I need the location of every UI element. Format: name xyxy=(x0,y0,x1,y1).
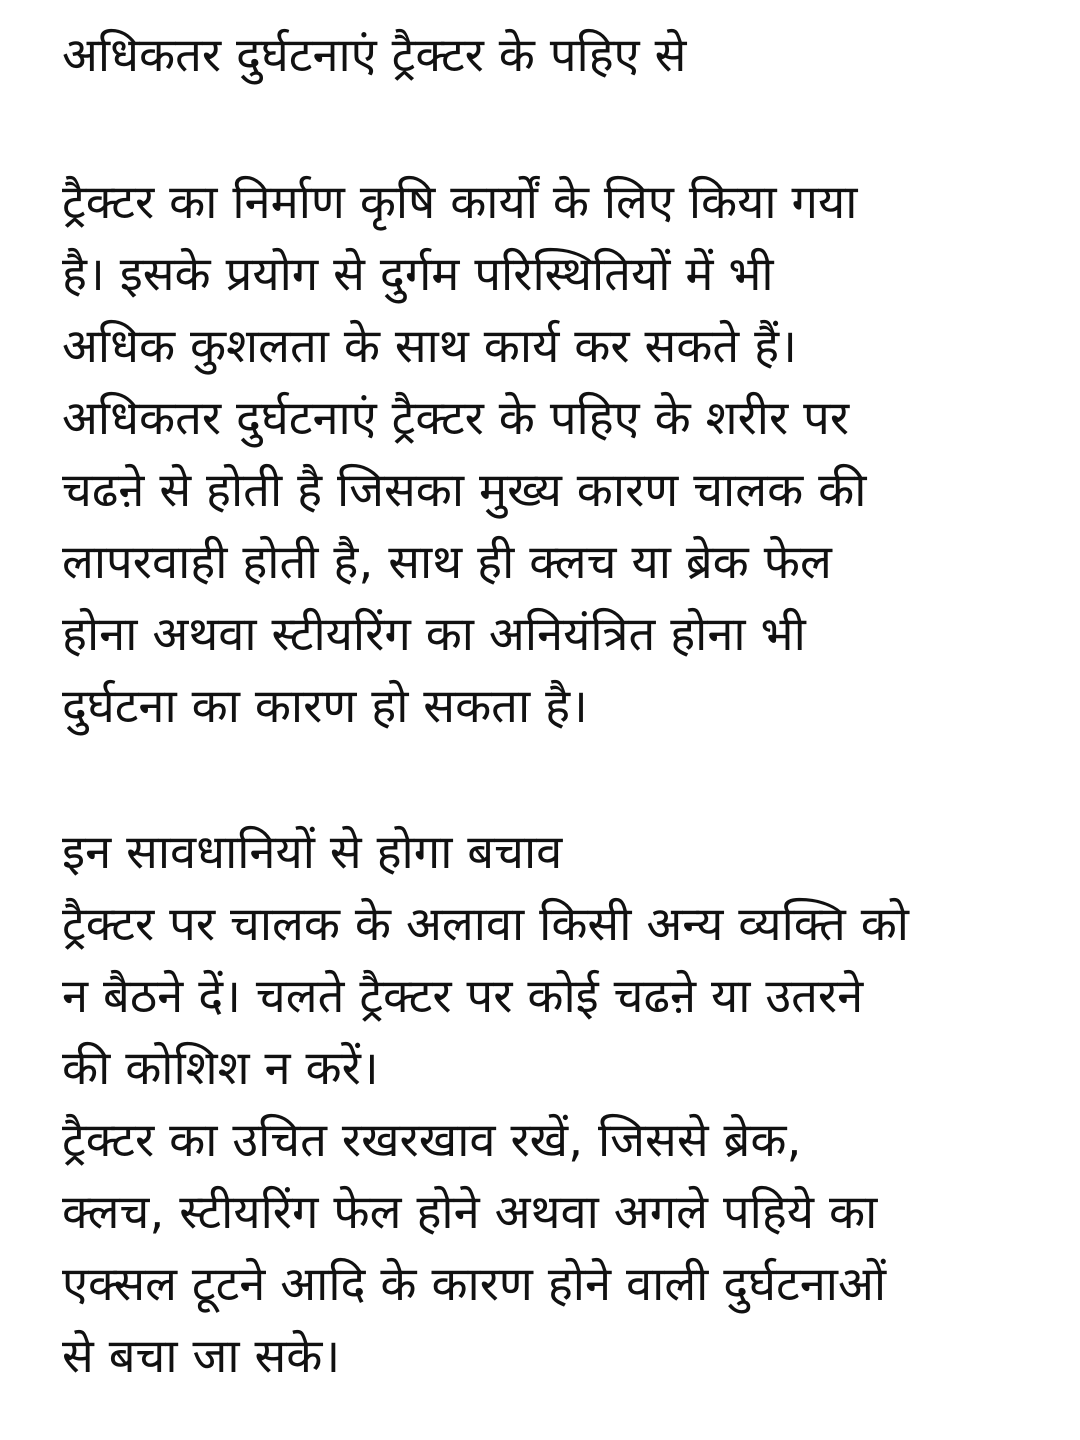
paragraph-line: चढऩे से होती है जिसका मुख्य कारण चालक की xyxy=(62,463,867,518)
paragraph-line: ट्रैक्टर का निर्माण कृषि कार्यों के लिए किया गया xyxy=(62,175,858,230)
paragraph-line: से बचा जा सके। xyxy=(62,1329,341,1384)
paragraph-line: अधिक कुशलता के साथ कार्य कर सकते हैं। xyxy=(62,319,797,374)
paragraph-line: लापरवाही होती है, साथ ही क्लच या ब्रेक फेल xyxy=(62,535,832,590)
paragraph-line: ट्रैक्टर का उचित रखरखाव रखें, जिससे ब्रेक, xyxy=(62,1113,802,1168)
paragraph-line: है। इसके प्रयोग से दुर्गम परिस्थितियों में भी xyxy=(62,247,774,302)
section-heading: अधिकतर दुर्घटनाएं ट्रैक्टर के पहिए से xyxy=(62,28,687,83)
paragraph-line: दुर्घटना का कारण हो सकता है। xyxy=(62,679,588,734)
paragraph-line: ट्रैक्टर पर चालक के अलावा किसी अन्य व्यक्ति को xyxy=(62,897,909,952)
section-heading: इन सावधानियों से होगा बचाव xyxy=(62,825,563,880)
paragraph-line: क्लच, स्टीयरिंग फेल होने अथवा अगले पहिये का xyxy=(62,1185,878,1240)
paragraph-line: होना अथवा स्टीयरिंग का अनियंत्रित होना भी xyxy=(62,607,806,662)
article-body xyxy=(62,0,1072,1440)
paragraph-line: अधिकतर दुर्घटनाएं ट्रैक्टर के पहिए के शरीर पर xyxy=(62,391,850,446)
paragraph-line: न बैठने दें। चलते ट्रैक्टर पर कोई चढऩे या उतरने xyxy=(62,969,864,1024)
paragraph-line: की कोशिश न करें। xyxy=(62,1041,379,1096)
paragraph-line: एक्सल टूटने आदि के कारण होने वाली दुर्घटनाओं xyxy=(62,1257,887,1312)
